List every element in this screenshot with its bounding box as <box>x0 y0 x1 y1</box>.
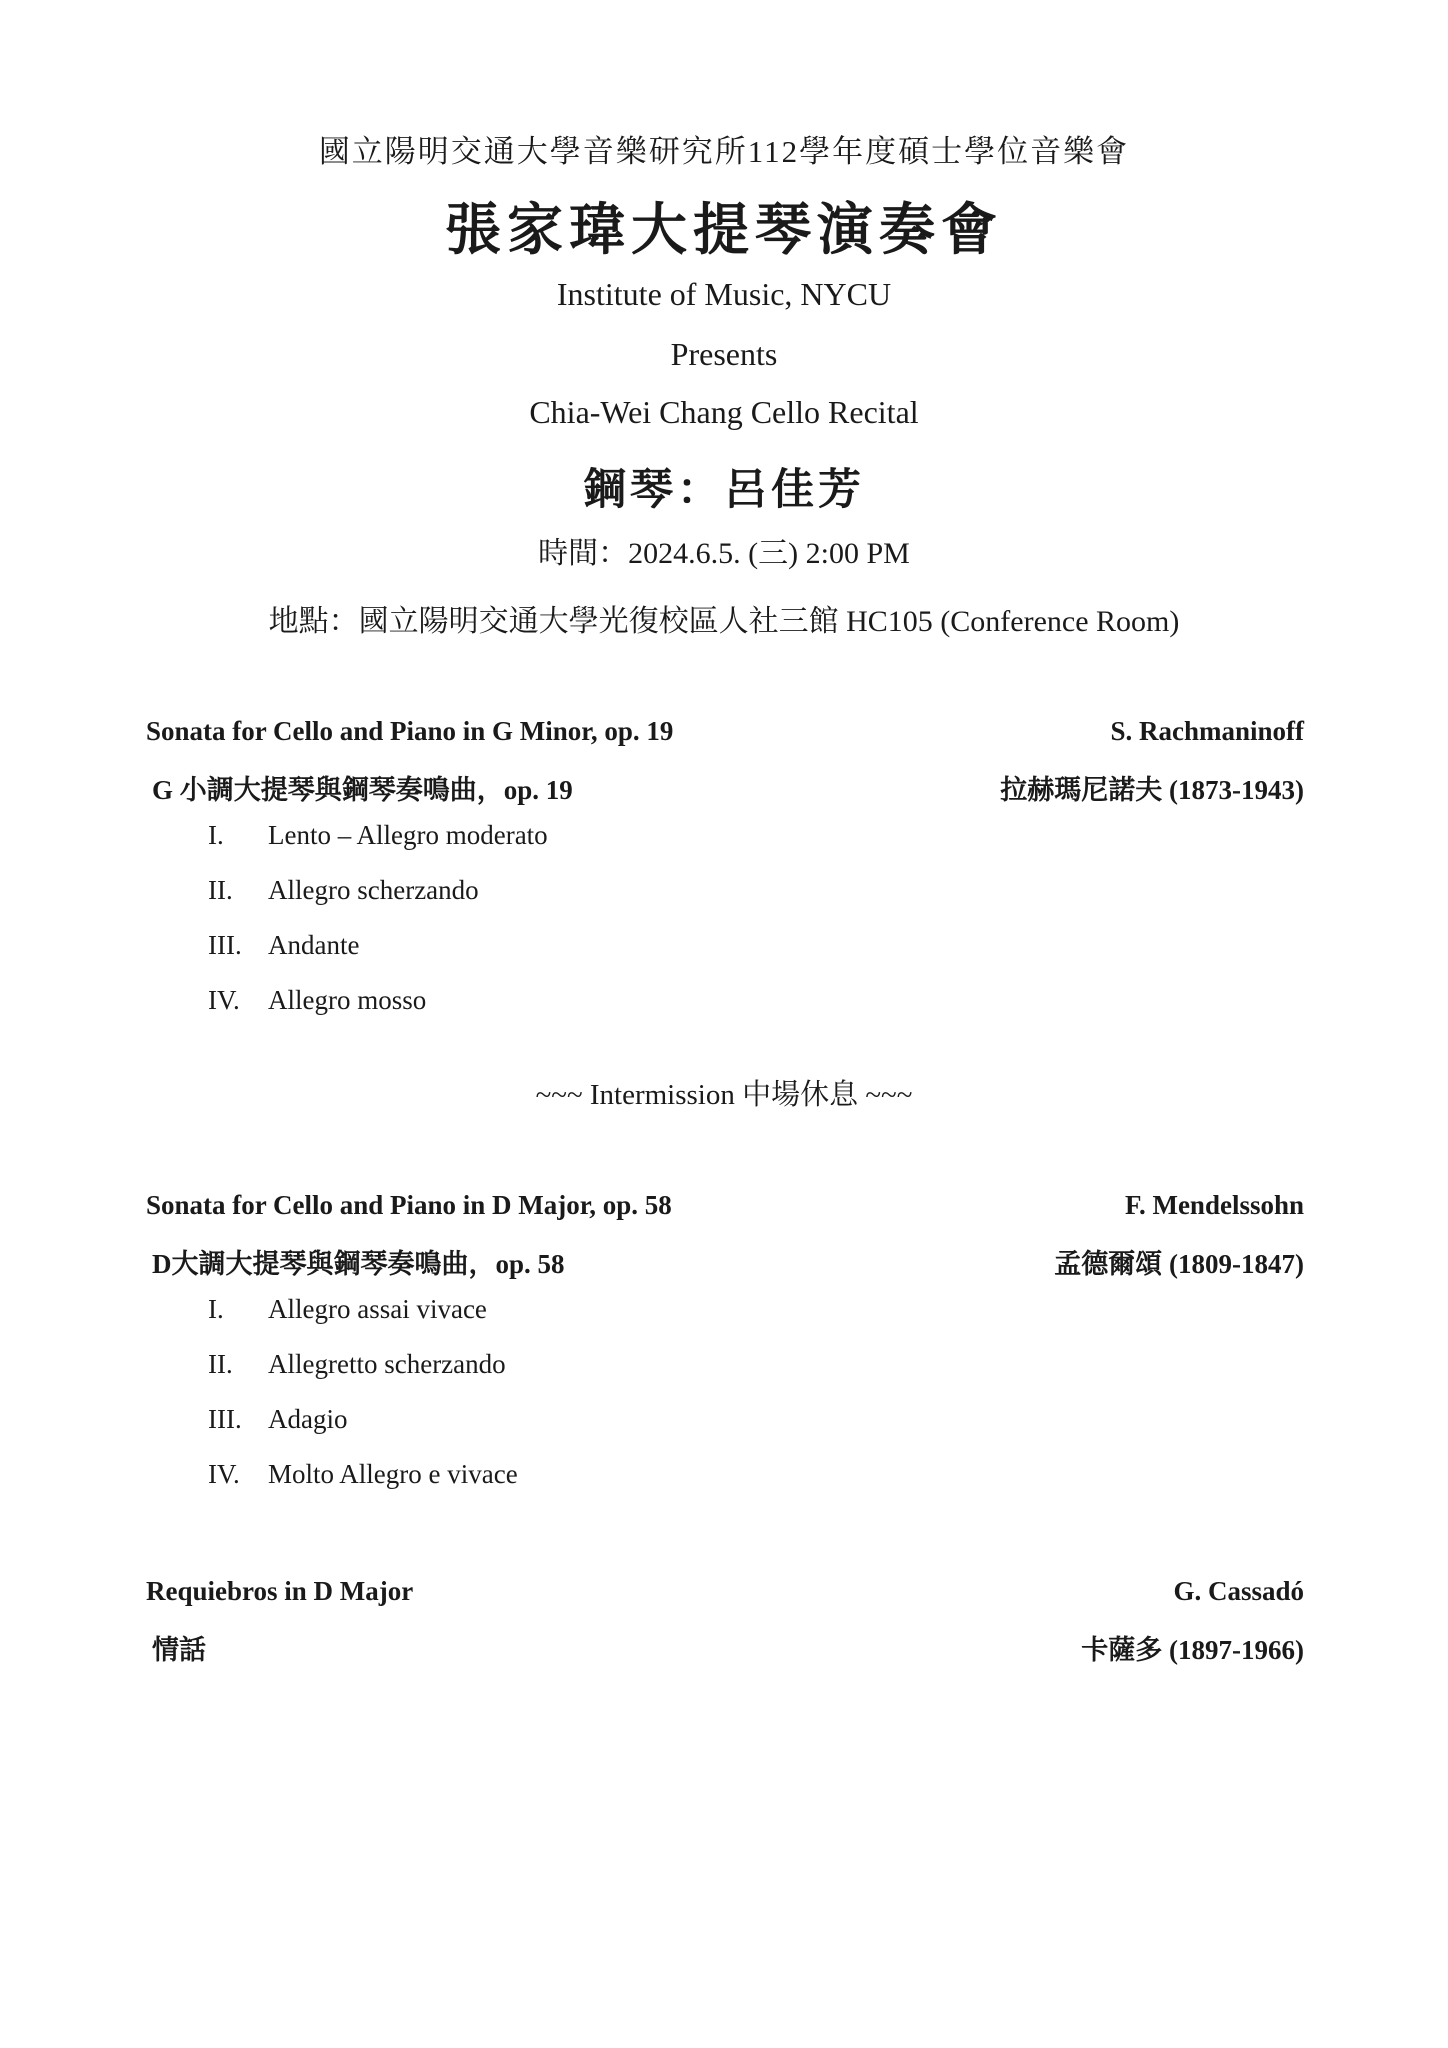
movement-number: I. <box>208 820 224 850</box>
concert-venue: 地點：國立陽明交通大學光復校區人社三館 HC105 (Conference Room) <box>268 605 1180 638</box>
pianist-line: 鋼琴：呂佳芳 <box>583 467 865 514</box>
program-piece <box>146 716 1304 1040</box>
composer-name-en: S. Rachmaninoff <box>1110 716 1304 746</box>
piece-title-zh: 情話 <box>152 1635 206 1665</box>
movement-title: Allegretto scherzando <box>268 1349 506 1379</box>
composer-name-zh: 卡薩多 (1897-1966) <box>1081 1635 1304 1665</box>
piece-title-row-zh <box>146 1628 1304 1680</box>
institute-name-en: Institute of Music, NYCU <box>556 276 892 312</box>
piece-title-en: Sonata for Cello and Piano in G Minor, op. 19 <box>146 716 674 746</box>
intermission-line: ~~~ Intermission 中場休息 ~~~ <box>535 1079 913 1111</box>
recital-title-en: Chia-Wei Chang Cello Recital <box>529 394 919 430</box>
composer-name-zh: 拉赫瑪尼諾夫 (1873-1943) <box>1000 775 1304 805</box>
piece-title-row-zh <box>146 768 1304 820</box>
movement-item <box>146 985 1304 1040</box>
movement-item <box>146 1459 1304 1514</box>
presents-line: Presents <box>670 336 778 372</box>
movement-number: III. <box>208 930 242 960</box>
program-piece <box>146 1190 1304 1514</box>
piece-title-row-en <box>146 1576 1304 1628</box>
movement-item <box>146 1349 1304 1404</box>
movement-title: Allegro scherzando <box>268 875 479 905</box>
movement-title: Adagio <box>268 1404 348 1434</box>
movement-title: Lento – Allegro moderato <box>268 820 548 850</box>
piece-title-en: Sonata for Cello and Piano in D Major, op. 58 <box>146 1190 672 1220</box>
movement-number: III. <box>208 1404 242 1434</box>
concert-title-zh: 張家瑋大提琴演奏會 <box>445 200 1003 262</box>
movement-number: I. <box>208 1294 224 1324</box>
movement-title: Andante <box>268 930 360 960</box>
composer-name-en: G. Cassadó <box>1173 1576 1304 1606</box>
movement-item <box>146 875 1304 930</box>
movement-item <box>146 820 1304 875</box>
movement-number: II. <box>208 1349 233 1379</box>
piece-title-en: Requiebros in D Major <box>146 1576 414 1606</box>
composer-name-zh: 孟德爾頌 (1809-1847) <box>1054 1249 1304 1279</box>
movement-item <box>146 1404 1304 1459</box>
program-piece <box>146 1576 1304 1680</box>
movement-title: Allegro assai vivace <box>268 1294 487 1324</box>
movement-item <box>146 930 1304 985</box>
concert-subtitle-zh: 國立陽明交通大學音樂研究所112學年度碩士學位音樂會 <box>318 134 1130 169</box>
movement-number: II. <box>208 875 233 905</box>
piece-title-row-en <box>146 1190 1304 1242</box>
movement-title: Molto Allegro e vivace <box>268 1459 518 1489</box>
composer-name-en: F. Mendelssohn <box>1124 1190 1304 1220</box>
movement-item <box>146 1294 1304 1349</box>
movement-number: IV. <box>208 1459 240 1489</box>
piece-title-row-zh <box>146 1242 1304 1294</box>
concert-time: 時間：2024.6.5. (三) 2:00 PM <box>538 537 910 570</box>
piece-title-zh: G 小調大提琴與鋼琴奏鳴曲，op. 19 <box>152 775 573 805</box>
piece-title-row-en <box>146 716 1304 768</box>
movement-number: IV. <box>208 985 240 1015</box>
piece-title-zh: D大調大提琴與鋼琴奏鳴曲，op. 58 <box>152 1249 565 1279</box>
movement-title: Allegro mosso <box>268 985 427 1015</box>
